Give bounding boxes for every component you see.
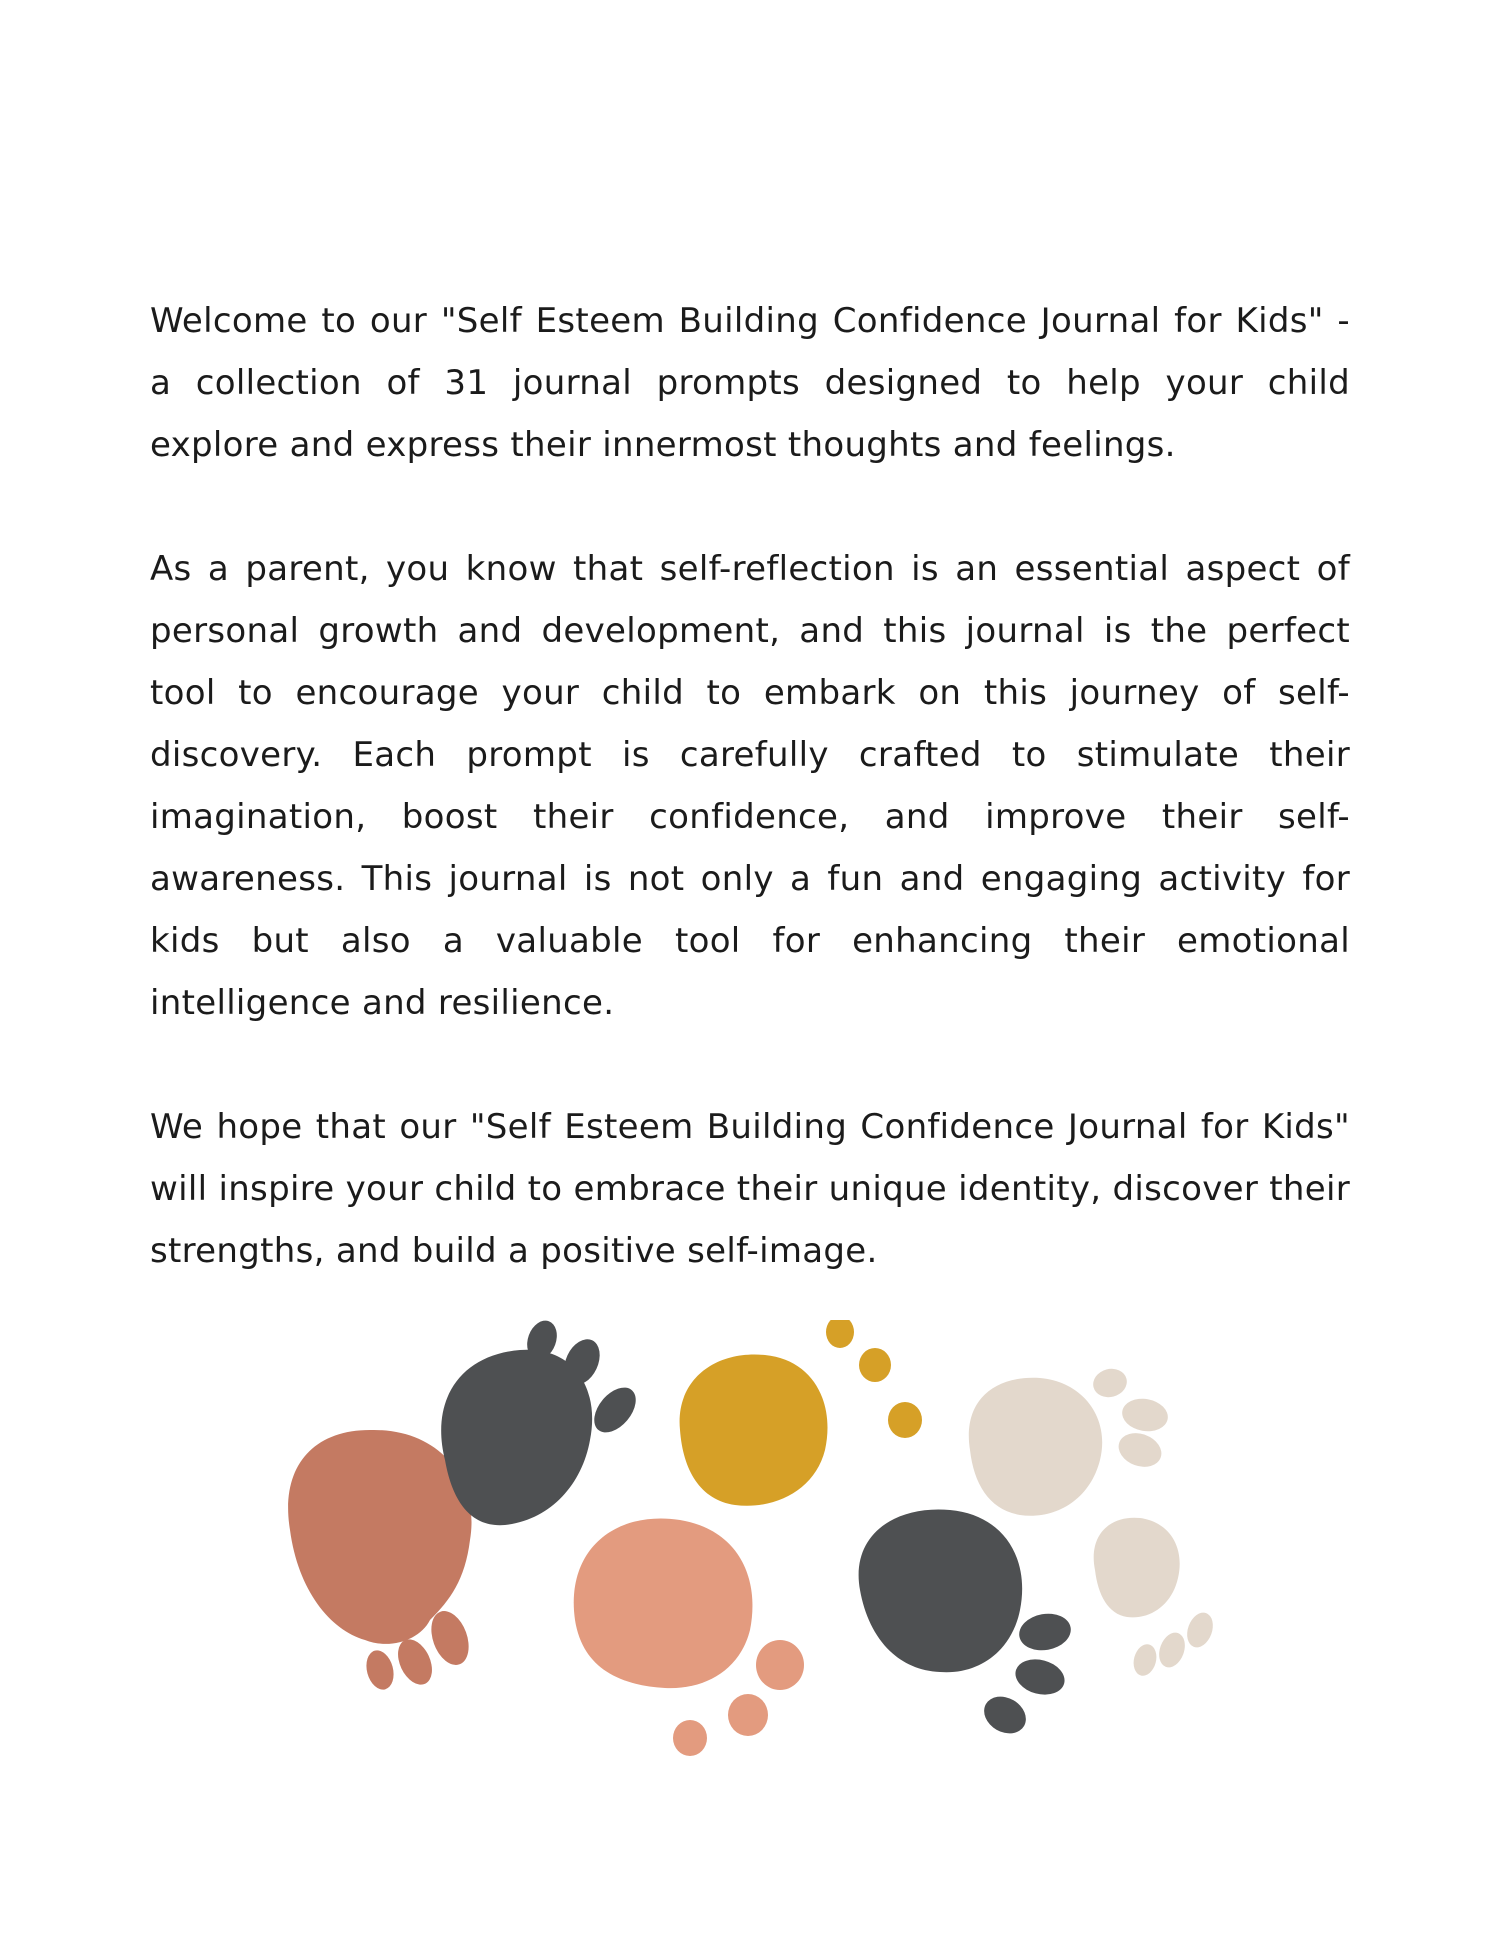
footprint-peach: [574, 1518, 804, 1756]
footprint-mustard-toe-1: [826, 1320, 854, 1348]
footprint-sand-small-toe-2: [1155, 1629, 1190, 1671]
footprint-charcoal-bottom: [859, 1509, 1074, 1740]
footprint-charcoal-bottom-toe-1: [1016, 1610, 1073, 1654]
footprint-sand-small-pad: [1094, 1518, 1180, 1618]
footprint-sand-large-toe-2: [1120, 1395, 1171, 1435]
intro-paragraph-welcome: Welcome to our "Self Esteem Building Confidence Journal for Kids" - a collection of 31 journal prompts designed to help your child explore and express their innermost thoughts and feelings.: [150, 301, 1350, 465]
footprint-sand-large-toe-3: [1114, 1427, 1166, 1472]
footprint-sand-small: [1094, 1518, 1218, 1679]
footprint-sand-large-pad: [969, 1378, 1102, 1516]
footprint-charcoal-bottom-toe-3: [977, 1689, 1032, 1740]
footprint-mustard-toe-3: [888, 1402, 922, 1438]
footprint-charcoal-top: [441, 1320, 644, 1525]
footprint-sand-small-toe-1: [1183, 1609, 1218, 1651]
footprint-mustard: [680, 1320, 922, 1506]
footprint-sand-large-toe-1: [1090, 1365, 1130, 1401]
footprint-charcoal-bottom-toe-2: [1011, 1654, 1068, 1700]
footprint-mustard-pad: [680, 1354, 828, 1505]
footprint-charcoal-bottom-pad: [859, 1509, 1023, 1672]
footprint-peach-toe-1: [756, 1640, 804, 1690]
footprint-peach-toe-2: [728, 1694, 768, 1736]
footprint-sand-small-toe-3: [1130, 1642, 1160, 1679]
footprint-peach-toe-3: [673, 1720, 707, 1756]
footprint-peach-pad: [574, 1518, 753, 1688]
footprint-mustard-toe-2: [859, 1348, 891, 1382]
footprint-sand-large: [969, 1365, 1171, 1516]
footprint-terracotta-toe-3: [362, 1647, 397, 1692]
footprints-illustration: [270, 1320, 1230, 1800]
intro-paragraph-hope: We hope that our "Self Esteem Building Confidence Journal for Kids" will inspire your child to embrace their unique identity, discover their strengths, and build a positive self-image.: [150, 1107, 1350, 1271]
intro-text: [150, 290, 1350, 1282]
footprint-charcoal-top-toe-3: [586, 1380, 644, 1440]
intro-paragraph-parent: As a parent, you know that self-reflection is an essential aspect of personal growth and development, and this journal is the perfect tool to encourage your child to embark on this journey of self-discovery. Each prompt is carefully crafted to stimulate their imagination, boost their confidence, and improve their self-awareness. This journal is not only a fun and engaging activity for kids but also a valuable tool for enhancing their emotional intelligence and resilience.: [150, 549, 1350, 1023]
